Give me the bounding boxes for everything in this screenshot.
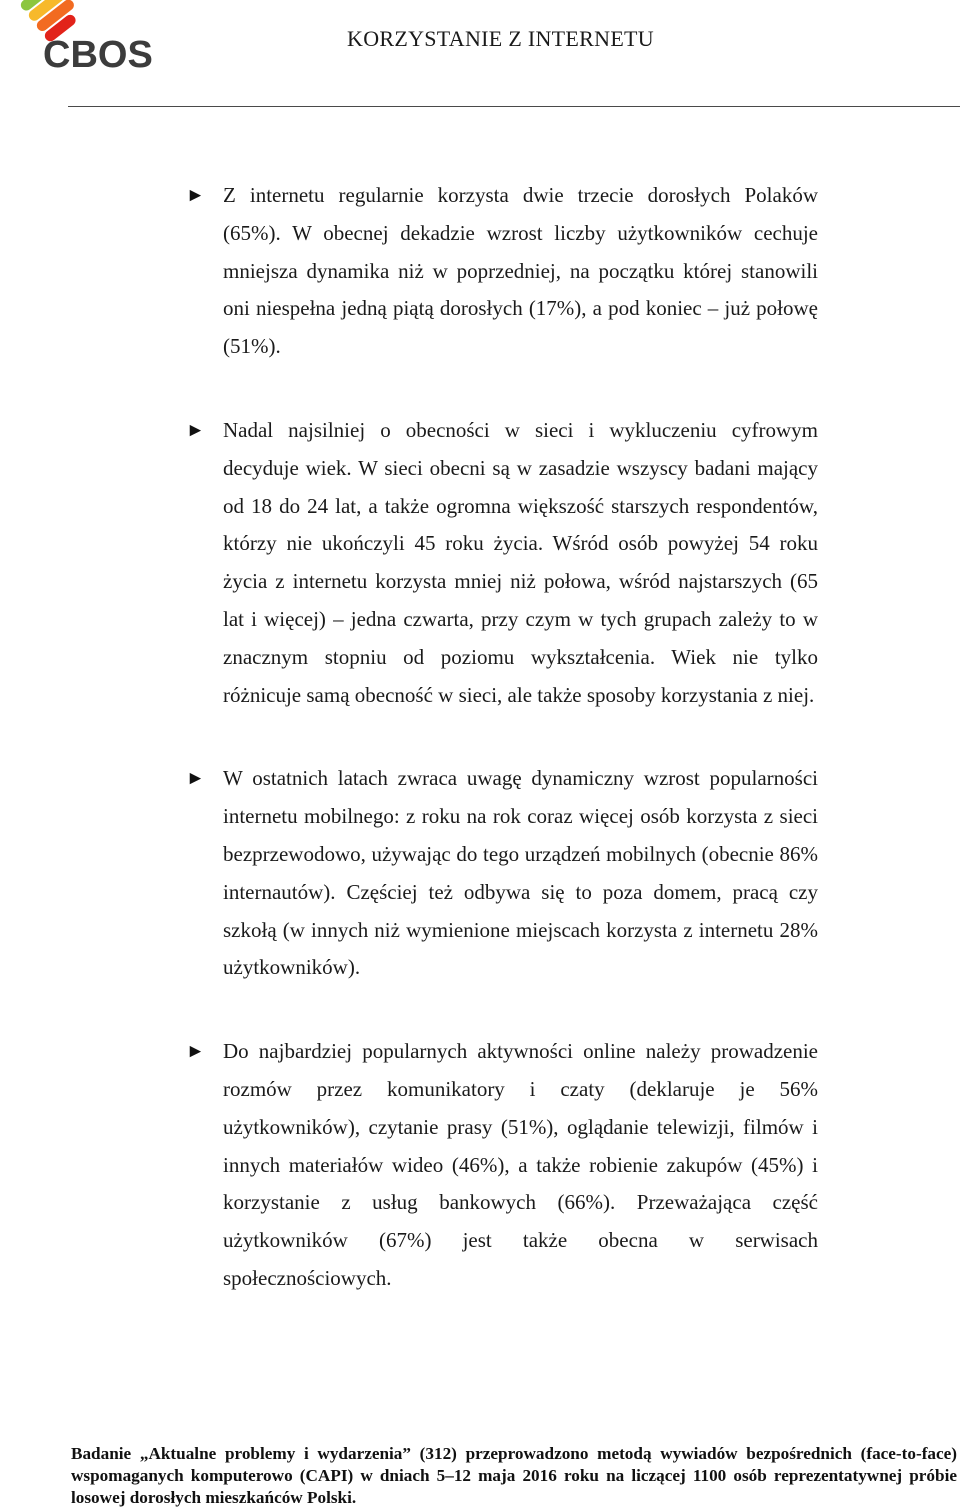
summary-bullet [0, 412, 960, 714]
bullet-arrow-icon: ► [186, 1041, 205, 1063]
bullet-text: Z internetu regularnie korzysta dwie trzecie dorosłych Polaków (65%). W obecnej dekadzie wzrost liczby użytkowników cechuje mniejsza dynamika niż w poprzedniej, na początku której stanowili oni niespełna jedną piątą dorosłych (17%), a pod koniec – już połowę (51%). [223, 183, 818, 359]
bullet-arrow-icon: ► [186, 419, 205, 441]
summary-bullet-list [0, 177, 960, 1344]
survey-methodology-note: Badanie „Aktualne problemy i wydarzenia” (312) przeprowadzono metodą wywiadów bezpośrednich (face-to-face) wspomaganych komputerowo (CAPI) w dniach 5–12 maja 2016 roku na liczącej 1100 osób reprezentatywnej próbie losowej dorosłych mieszkańców Polski. [71, 1444, 957, 1507]
page-header-title: KORZYSTANIE Z INTERNETU [347, 26, 654, 51]
bullet-arrow-icon: ► [186, 768, 205, 790]
bullet-arrow-icon: ► [186, 185, 205, 206]
bullet-text: Do najbardziej popularnych aktywności online należy prowadzenie rozmów przez komunikatory i czaty (deklaruje je 56% użytkowników), czytanie prasy (51%), oglądanie telewizji, filmów i innych materiałów wideo (46%), a także robienie zakupów (45%) i korzystanie z usług bankowych (66%). Przeważająca część użytkowników (67%) jest także obecna w serwisach społecznościowych. [223, 1039, 818, 1290]
cbos-logo [3, 0, 153, 78]
summary-bullet [0, 177, 960, 366]
bullet-text: W ostatnich latach zwraca uwagę dynamiczny wzrost popularności internetu mobilnego: z roku na rok coraz więcej osób korzysta z sieci bezprzewodowo, używając do tego urządzeń mobilnych (obecnie 86% internautów). Częściej też odbywa się to poza domem, pracą czy szkołą (w innych niż wymienione miejscach korzysta z internetu 28% użytkowników). [223, 766, 818, 980]
summary-bullet [0, 1033, 960, 1298]
summary-bullet [0, 760, 960, 987]
header-divider [68, 106, 960, 107]
logo-text: CBOS [43, 34, 153, 76]
cbos-logo-mark [3, 0, 153, 78]
bullet-text: Nadal najsilniej o obecności w sieci i wykluczeniu cyfrowym decyduje wiek. W sieci obecni są w zasadzie wszyscy badani mający od 18 do 24 lat, a także ogromna większość starszych respondentów, którzy nie ukończyli 45 roku życia. Wśród osób powyżej 54 roku życia z internetu korzysta mniej niż połowa, wśród najstarszych (65 lat i więcej) – jedna czwarta, przy czym w tych grupach zależy to w znacznym stopniu od poziomu wykształcenia. Wiek nie tylko różnicuje samą obecność w sieci, ale także sposoby korzystania z niej. [223, 417, 818, 707]
